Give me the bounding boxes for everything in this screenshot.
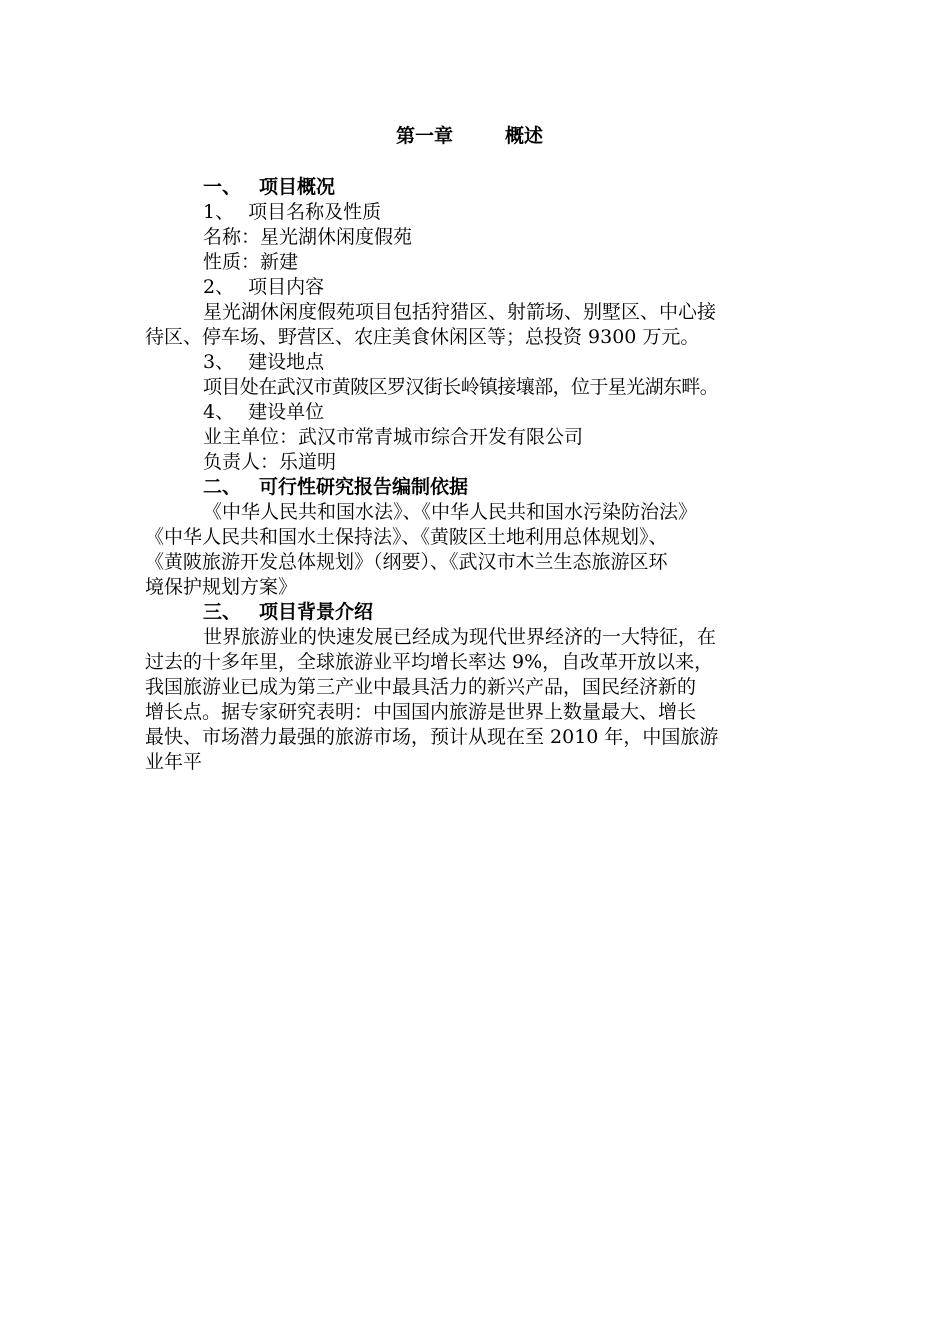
background-line-2: 过去的十多年里，全球旅游业平均增长率达 9%，自改革开放以来，	[145, 651, 714, 673]
section-number: 二、	[203, 476, 242, 498]
subsection-heading-1-2	[203, 275, 324, 300]
background-line-4: 增长点。据专家研究表明：中国国内旅游是世界上数量最大、增长	[145, 701, 697, 723]
background-line-6: 业年平	[145, 751, 203, 773]
section-title: 项目概况	[259, 176, 336, 198]
section-number: 一、	[203, 176, 242, 198]
subsection-title: 项目名称及性质	[248, 201, 382, 223]
background-line-1: 世界旅游业的快速发展已经成为现代世界经济的一大特征，在	[203, 626, 717, 648]
basis-line-4: 境保护规划方案》	[145, 576, 298, 598]
chapter-title: 概述	[505, 125, 544, 147]
background-line-5: 最快、市场潜力最强的旅游市场，预计从现在至 2010 年，中国旅游	[145, 726, 719, 748]
subsection-heading-1-3	[203, 350, 324, 375]
content-paragraph-line-2: 待区、停车场、野营区、农庄美食休闲区等；总投资 9300 万元。	[145, 326, 700, 348]
project-name-line: 名称：星光湖休闲度假苑	[203, 226, 413, 248]
background-line-3: 我国旅游业已成为第三产业中最具活力的新兴产品，国民经济新的	[145, 676, 697, 698]
basis-line-2: 《中华人民共和国水土保持法》、《黄陂区土地利用总体规划》、	[145, 526, 668, 548]
subsection-number: 3、	[203, 351, 235, 373]
subsection-number: 1、	[203, 201, 235, 223]
section-heading-3	[203, 600, 373, 625]
section-heading-2	[203, 475, 468, 500]
basis-line-1: 《中华人民共和国水法》、《中华人民共和国水污染防治法》	[203, 501, 698, 523]
subsection-title: 建设单位	[248, 401, 325, 423]
subsection-heading-1-4	[203, 400, 324, 425]
subsection-title: 项目内容	[248, 276, 325, 298]
basis-line-3: 《黄陂旅游开发总体规划》（纲要）、《武汉市木兰生态旅游区环	[145, 551, 668, 573]
project-nature-line: 性质：新建	[203, 251, 299, 273]
location-line: 项目处在武汉市黄陂区罗汉街长岭镇接壤部，位于星光湖东畔。	[203, 376, 719, 398]
chapter-number: 第一章	[396, 125, 454, 147]
section-heading-1	[203, 175, 335, 200]
subsection-number: 2、	[203, 276, 235, 298]
chapter-heading	[396, 124, 543, 149]
owner-line: 业主单位：武汉市常青城市综合开发有限公司	[203, 426, 584, 448]
section-title: 可行性研究报告编制依据	[259, 476, 469, 498]
section-number: 三、	[203, 601, 242, 623]
subsection-title: 建设地点	[248, 351, 325, 373]
section-title: 项目背景介绍	[259, 601, 374, 623]
subsection-number: 4、	[203, 401, 235, 423]
content-paragraph-line-1: 星光湖休闲度假苑项目包括狩猎区、射箭场、别墅区、中心接	[203, 301, 717, 323]
leader-line: 负责人：乐道明	[203, 451, 337, 473]
subsection-heading-1-1	[203, 200, 381, 225]
